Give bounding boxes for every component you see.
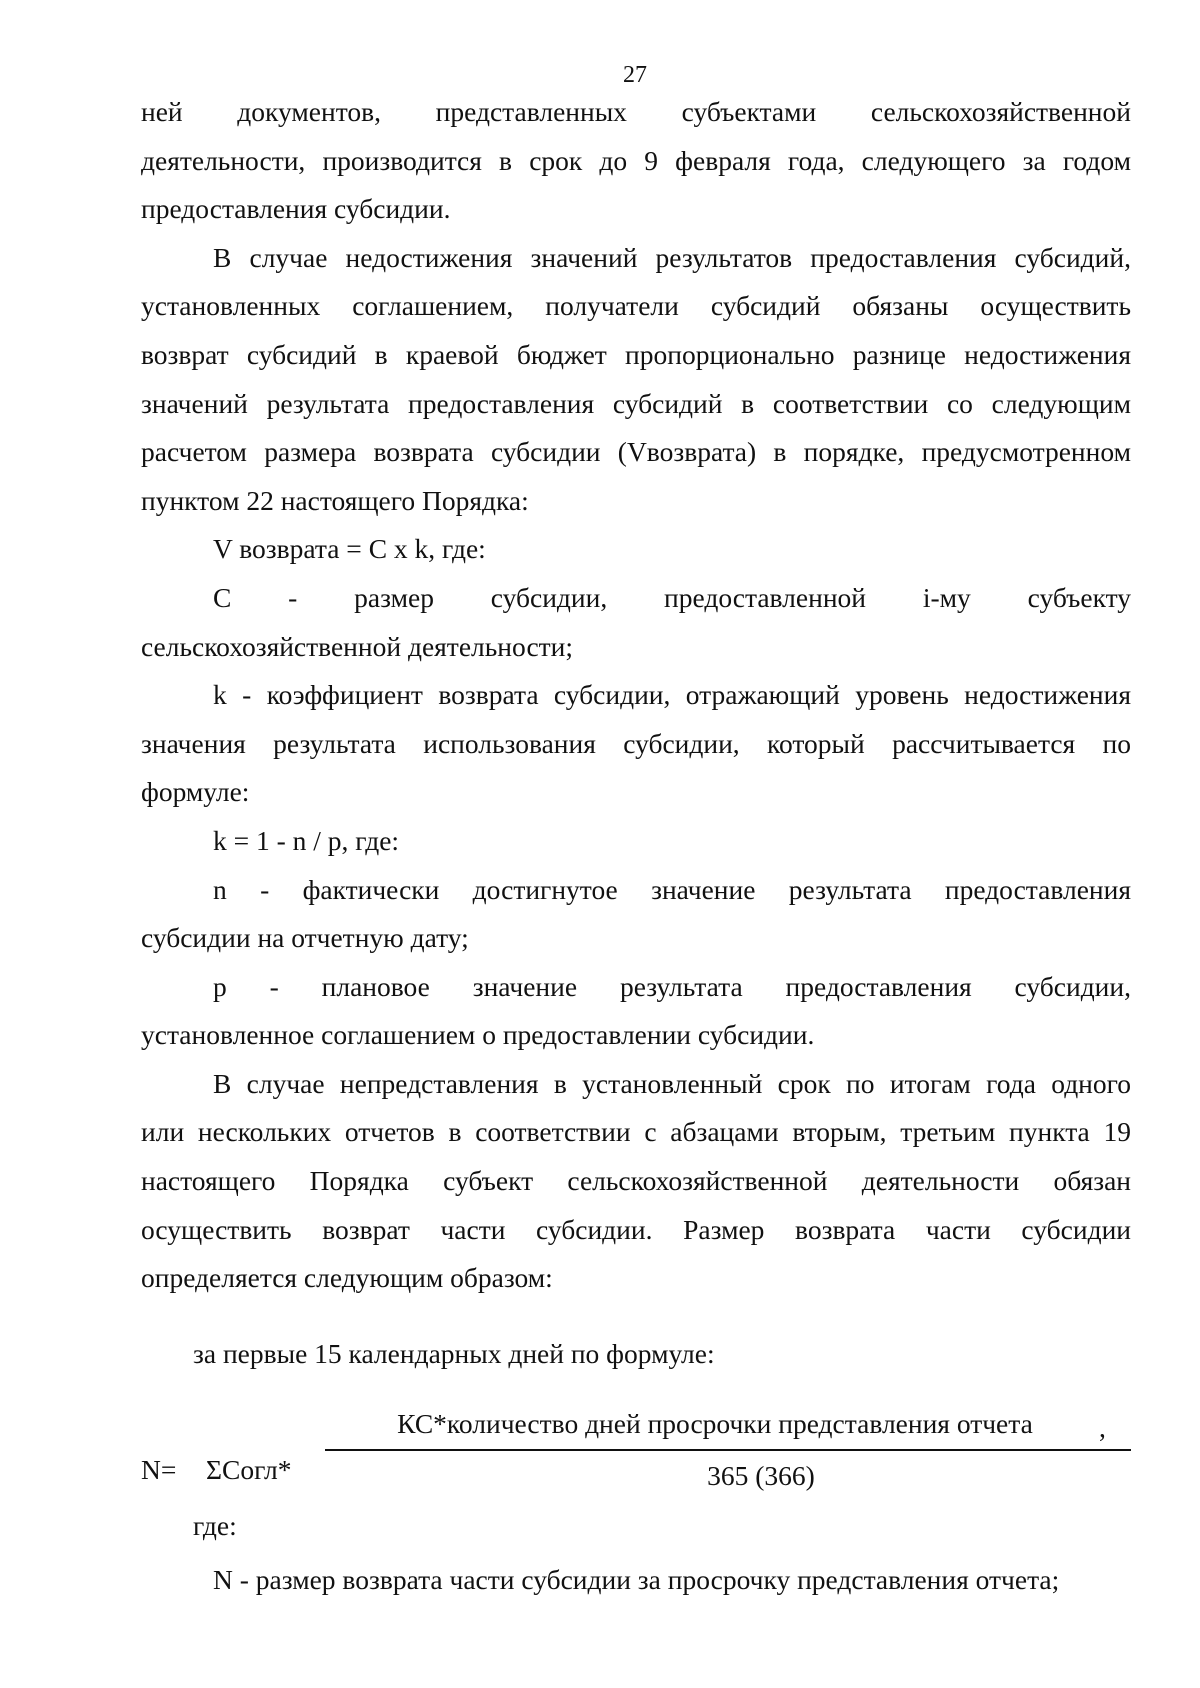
text-line: ней документов, представленных субъектами сельскохозяйственной xyxy=(141,96,1131,127)
formula-sum-term: ΣСогл* xyxy=(206,1454,292,1485)
paragraph-def-k xyxy=(141,671,1131,817)
document-body xyxy=(141,88,1131,1303)
text-line: значений результата предоставления субсидий в соответствии со следующим xyxy=(141,387,1131,419)
definition-n: N - размер возврата части субсидии за просрочку представления отчета; xyxy=(213,1564,1060,1595)
text-line: сельскохозяйственной деятельности; xyxy=(141,630,574,662)
text-line: установленных соглашением, получатели субсидий обязаны осуществить xyxy=(141,290,1131,322)
formula-denominator: 365 (366) xyxy=(707,1460,815,1491)
paragraph-non-submission xyxy=(141,1060,1131,1303)
where-label: где: xyxy=(193,1510,237,1541)
text-line: формуле: xyxy=(141,776,250,808)
text-line: пунктом 22 настоящего Порядка: xyxy=(141,484,529,516)
text-line: k - коэффициент возврата субсидии, отражающий уровень недостижения xyxy=(213,679,1131,711)
text-line: n - фактически достигнутое значение результата предоставления xyxy=(213,873,1131,905)
text-line: В случае непредставления в установленный срок по итогам года одного xyxy=(213,1067,1131,1099)
text-line: В случае недостижения значений результатов предоставления субсидий, xyxy=(213,241,1131,273)
formula-lhs: N= xyxy=(141,1454,177,1485)
text-line: определяется следующим образом: xyxy=(141,1262,553,1294)
paragraph-continuation xyxy=(141,88,1131,234)
text-line: настоящего Порядка субъект сельскохозяйственной деятельности обязан xyxy=(141,1165,1131,1197)
text-line: возврат субсидий в краевой бюджет пропорционально разнице недостижения xyxy=(141,338,1131,370)
page-number: 27 xyxy=(623,62,647,88)
text-line: установленное соглашением о предоставлении субсидии. xyxy=(141,1019,815,1051)
formula-comma: , xyxy=(1099,1412,1106,1443)
text-line: k = 1 - n / p, где: xyxy=(213,824,400,856)
text-line: расчетом размера возврата субсидии (Vвозврата) в порядке, предусмотренном xyxy=(141,436,1131,468)
paragraph-def-c xyxy=(141,574,1131,671)
text-line: значения результата использования субсидии, который рассчитывается по xyxy=(141,727,1131,759)
text-line: V возврата = C x k, где: xyxy=(213,533,486,565)
text-line: предоставления субсидии. xyxy=(141,193,451,225)
text-line: p - плановое значение результата предоставления субсидии, xyxy=(213,970,1131,1002)
paragraph-def-p xyxy=(141,963,1131,1060)
penalty-formula xyxy=(141,1408,1131,1518)
text-line: C - размер субсидии, предоставленной i-му субъекту xyxy=(213,581,1131,613)
paragraph-formula-v xyxy=(141,525,1131,574)
fraction-bar xyxy=(325,1449,1131,1451)
text-line: осуществить возврат части субсидии. Размер возврата части субсидии xyxy=(141,1213,1131,1245)
formula-intro: за первые 15 календарных дней по формуле: xyxy=(193,1338,715,1369)
paragraph-formula-k xyxy=(141,817,1131,866)
text-line: субсидии на отчетную дату; xyxy=(141,922,469,954)
text-line: или нескольких отчетов в соответствии с абзацами вторым, третьим пункта 19 xyxy=(141,1116,1131,1148)
paragraph-def-n xyxy=(141,866,1131,963)
text-line: деятельности, производится в срок до 9 февраля года, следующего за годом xyxy=(141,144,1131,176)
formula-numerator: КС*количество дней просрочки представления отчета xyxy=(397,1408,1033,1439)
paragraph-non-achievement xyxy=(141,234,1131,526)
